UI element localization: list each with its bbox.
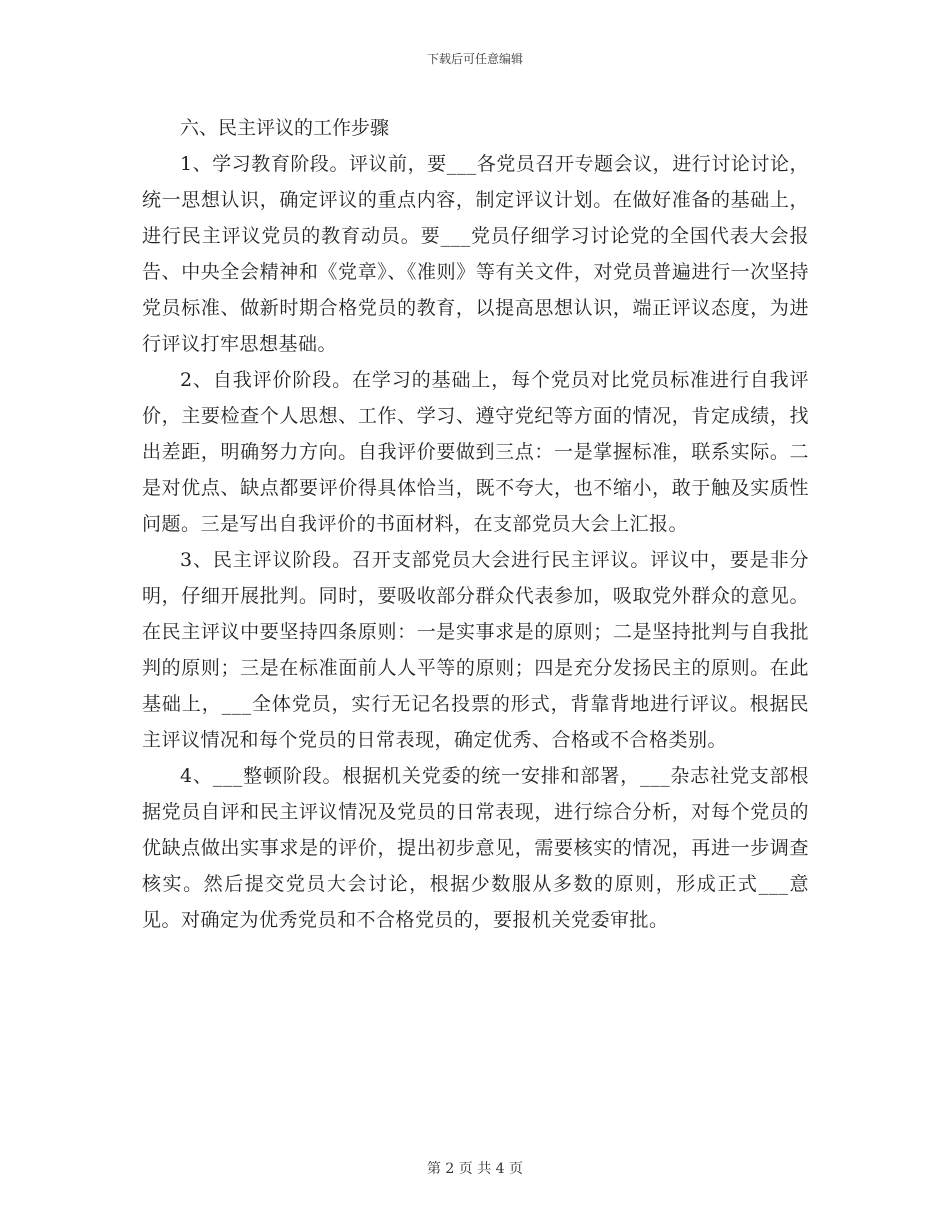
page-number: 第 2 页 共 4 页: [426, 1161, 524, 1177]
document-body: [142, 110, 809, 938]
page-header-note: 下载后可任意编辑: [426, 52, 523, 66]
paragraph-step-1: 1、学习教育阶段。评议前，要___各党员召开专题会议，进行讨论讨论，统一思想认识，确定评议的重点内容，制定评议计划。在做好准备的基础上，进行民主评议党员的教育动员。要___党员仔细学习讨论党的全国代表大会报告、中央全会精神和《党章》、《准则》等有关文件，对党员普遍进行一次坚持党员标准、做新时期合格党员的教育，以提高思想认识，端正评议态度，为进行评议打牢思想基础。: [142, 153, 809, 355]
section-heading: 六、民主评议的工作步骤: [180, 117, 390, 139]
paragraph-step-4: 4、___整顿阶段。根据机关党委的统一安排和部署，___杂志社党支部根据党员自评和民主评议情况及党员的日常表现，进行综合分析，对每个党员的优缺点做出实事求是的评价，提出初步意见，需要核实的情况，再进一步调查核实。然后提交党员大会讨论，根据少数服从多数的原则，形成正式___意见。对确定为优秀党员和不合格党员的，要报机关党委审批。: [142, 765, 809, 931]
paragraph-step-2: 2、自我评价阶段。在学习的基础上，每个党员对比党员标准进行自我评价，主要检查个人思想、工作、学习、遵守党纪等方面的情况，肯定成绩，找出差距，明确努力方向。自我评价要做到三点：一是掌握标准，联系实际。二是对优点、缺点都要评价得具体恰当，既不夸大，也不缩小，敢于触及实质性问题。三是写出自我评价的书面材料，在支部党员大会上汇报。: [142, 369, 809, 535]
paragraph-step-3: 3、民主评议阶段。召开支部党员大会进行民主评议。评议中，要是非分明，仔细开展批判。同时，要吸收部分群众代表参加，吸取党外群众的意见。在民主评议中要坚持四条原则：一是实事求是的原则；二是坚持批判与自我批判的原则；三是在标准面前人人平等的原则；四是充分发扬民主的原则。在此基础上，___全体党员，实行无记名投票的形式，背靠背地进行评议。根据民主评议情况和每个党员的日常表现，确定优秀、合格或不合格类别。: [142, 549, 809, 751]
